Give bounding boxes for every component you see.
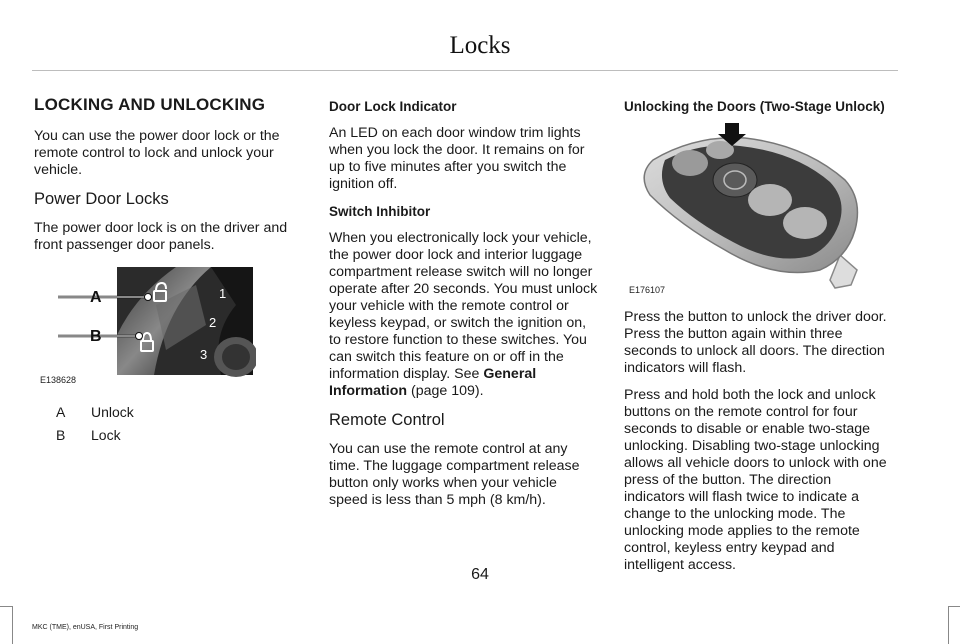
switch-inhibitor-text: When you electronically lock your vehicle, the power door lock and interior luggage compartment release switch will no longer operate after 20 seconds. You must unlock your vehicle with the remote control or keyless keypad, or switch the ignition on, to restore function to these switches. You can switch this feature on or off in the information display. bbox=[329, 230, 598, 382]
power-door-locks-text: The power door lock is on the driver and front passenger door panels. bbox=[34, 220, 288, 253]
panel-marking-1: 1 bbox=[219, 286, 227, 301]
see-page-ref: (page 109). bbox=[410, 383, 484, 399]
callout-a-label: A bbox=[90, 289, 102, 306]
legend-key-b: B bbox=[56, 427, 66, 443]
key-fob-illustration bbox=[625, 120, 895, 300]
door-lock-switch-figure bbox=[36, 265, 256, 389]
page-title: Locks bbox=[449, 32, 511, 59]
remote-control-text: You can use the remote control at any time. The luggage compartment release button only works when your vehicle speed is less than 5 mph (8 km/h). bbox=[329, 441, 580, 508]
key-fob-figure bbox=[625, 120, 895, 300]
door-lock-indicator-text: An LED on each door window trim lights when you lock the door. It remains on for up to five minutes after you switch the ignition off. bbox=[329, 125, 585, 192]
crop-mark-right bbox=[948, 606, 960, 644]
callout-b-label: B bbox=[90, 328, 102, 345]
legend-label-lock: Lock bbox=[91, 427, 121, 443]
door-panel-illustration bbox=[36, 265, 256, 389]
figure-id-e176107: E176107 bbox=[629, 285, 666, 295]
two-stage-unlock-heading: Unlocking the Doors (Two-Stage Unlock) bbox=[624, 99, 885, 114]
two-stage-unlock-paragraph-1: Press the button to unlock the driver door. Press the button again within three seconds to unlock all doors. The direction indicators will flash. bbox=[624, 309, 887, 376]
column-3-body bbox=[624, 309, 894, 584]
panel-marking-3: 3 bbox=[200, 347, 208, 362]
switch-inhibitor-paragraph bbox=[329, 230, 599, 400]
edition-footer: MKC (TME), enUSA, First Printing bbox=[32, 624, 139, 631]
panel-marking-2: 2 bbox=[209, 315, 217, 330]
section-heading: LOCKING AND UNLOCKING bbox=[34, 95, 266, 114]
power-door-locks-heading: Power Door Locks bbox=[34, 190, 169, 208]
intro-paragraph: You can use the power door lock or the remote control to lock and unlock your vehicle. bbox=[34, 128, 280, 178]
column-1 bbox=[34, 96, 304, 264]
page-number: 64 bbox=[471, 566, 489, 583]
legend-label-unlock: Unlock bbox=[91, 404, 134, 420]
figure-id-e138628: E138628 bbox=[40, 375, 77, 385]
header-rule bbox=[32, 70, 898, 71]
two-stage-unlock-paragraph-2: Press and hold both the lock and unlock buttons on the remote control for four seconds to disable or enable two-stage unlocking. Disabling two-stage unlocking allows all vehicle doors to unlock with one press of the button. The direction indicators will flash twice to indicate a change to the unlocking mode. The unlocking mode applies to the remote control, keyless entry keypad and intelligent access. bbox=[624, 387, 887, 573]
crop-mark-left bbox=[0, 606, 13, 644]
door-lock-indicator-heading: Door Lock Indicator bbox=[329, 99, 457, 114]
remote-control-heading: Remote Control bbox=[329, 411, 445, 429]
see-prefix: See bbox=[454, 366, 480, 382]
column-2 bbox=[329, 98, 599, 519]
legend-key-a: A bbox=[56, 404, 66, 420]
switch-inhibitor-heading: Switch Inhibitor bbox=[329, 204, 431, 219]
cross-reference-link[interactable]: General Information bbox=[329, 366, 537, 399]
